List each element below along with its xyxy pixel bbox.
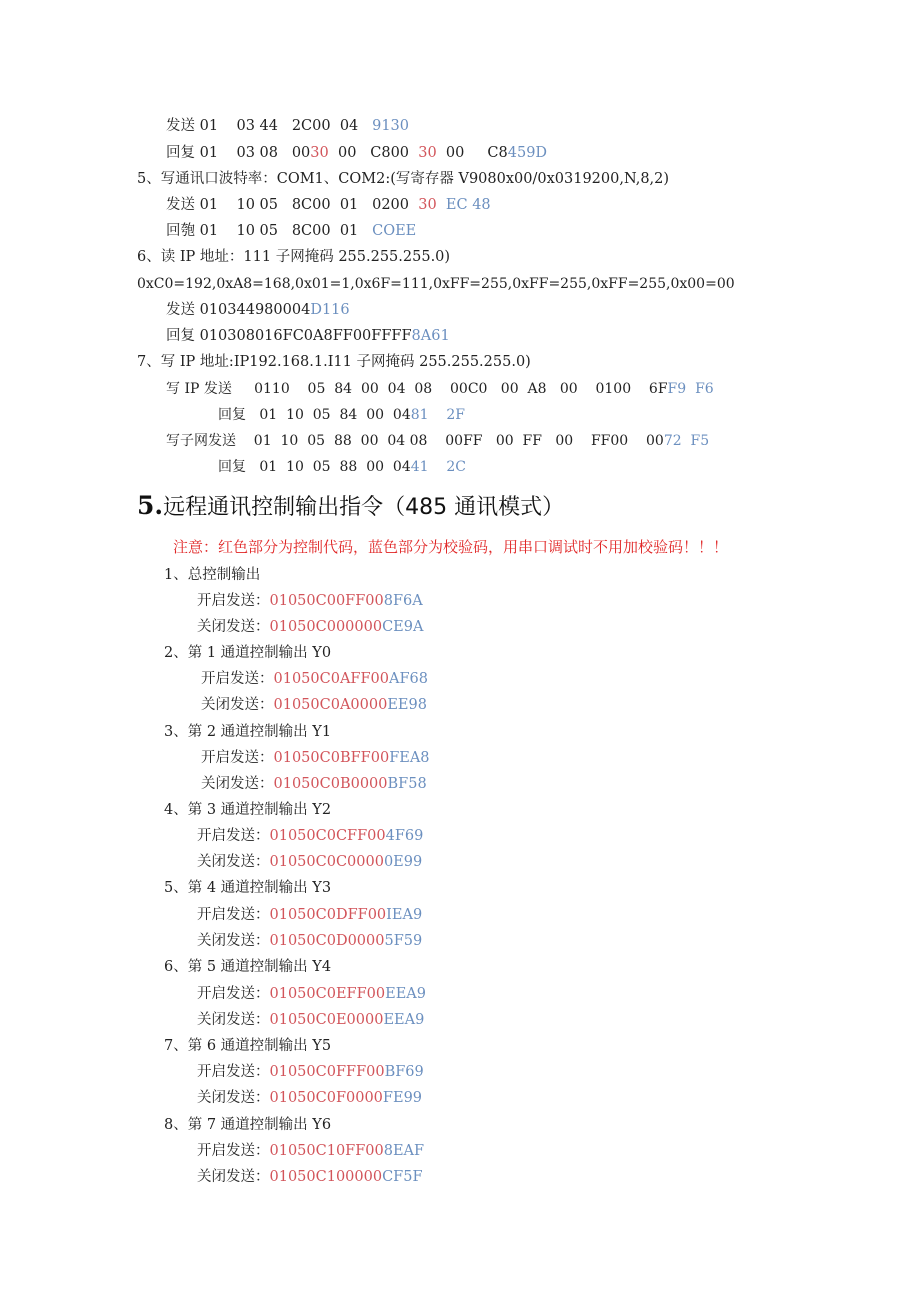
on-command-line bbox=[201, 669, 428, 689]
on-command-line bbox=[197, 826, 423, 846]
off-command-line bbox=[197, 617, 423, 637]
on-command-line bbox=[197, 984, 426, 1004]
control-code: 01050C0E0000 bbox=[269, 1012, 384, 1028]
checksum: FE99 bbox=[382, 1090, 423, 1106]
checksum: BF69 bbox=[384, 1064, 424, 1080]
label: 关闭发送： bbox=[197, 854, 270, 870]
label: 关闭发送： bbox=[201, 776, 274, 792]
checksum: 4F69 bbox=[385, 828, 424, 844]
text: 回复 01 10 05 84 00 04 bbox=[218, 407, 411, 423]
control-code: 30 bbox=[310, 145, 329, 161]
on-command-line bbox=[197, 591, 423, 611]
label: 关闭发送： bbox=[197, 1090, 270, 1106]
checksum: EE98 bbox=[387, 697, 427, 713]
section-number: 5. bbox=[137, 491, 164, 520]
text: 回复 01 10 05 88 00 04 bbox=[218, 459, 411, 475]
checksum: BF58 bbox=[387, 776, 427, 792]
on-command-line bbox=[197, 1062, 424, 1082]
send-baud-line bbox=[166, 195, 491, 215]
off-command-line bbox=[201, 774, 427, 794]
label: 开启发送： bbox=[201, 671, 274, 687]
write-mask-send-line bbox=[166, 431, 709, 451]
section-heading bbox=[137, 490, 564, 524]
item-title: 8、第 7 通道控制输出 Y6 bbox=[164, 1117, 332, 1133]
control-code: 01050C00FF00 bbox=[269, 593, 384, 609]
off-command-line bbox=[197, 1167, 423, 1187]
text: 发送 010344980004 bbox=[166, 302, 311, 318]
checksum: 5F59 bbox=[384, 933, 423, 949]
text: 回复 01 03 08 00 bbox=[166, 145, 311, 161]
control-code: 01050C0BFF00 bbox=[273, 750, 390, 766]
write-ip-send-line bbox=[166, 379, 714, 399]
ip-hex-mapping: 0xC0=192,0xA8=168,0x01=1,0x6F=111,0xFF=255,0xFF=255,0xFF=255,0x00=00 bbox=[137, 276, 735, 292]
checksum: EEA9 bbox=[383, 1012, 425, 1028]
read-ip-title: 6、读 IP 地址：111 子网掩码 255.255.255.0) bbox=[137, 249, 451, 265]
checksum: 459D bbox=[507, 145, 548, 161]
checksum: 81 2F bbox=[410, 407, 465, 423]
off-command-line bbox=[197, 1010, 424, 1030]
label: 开启发送： bbox=[197, 593, 270, 609]
checksum: F9 F6 bbox=[667, 381, 714, 397]
reply-baud-line bbox=[166, 221, 416, 241]
item-title: 1、总控制输出 bbox=[164, 567, 261, 583]
checksum: D116 bbox=[310, 302, 350, 318]
checksum: 8A61 bbox=[411, 328, 450, 344]
section-title: 远程通讯控制输出指令（485 通讯模式） bbox=[163, 495, 565, 520]
write-ip-reply-line bbox=[218, 405, 465, 425]
label: 关闭发送： bbox=[197, 933, 270, 949]
checksum: 41 2C bbox=[410, 459, 466, 475]
label: 关闭发送： bbox=[197, 1012, 270, 1028]
label: 开启发送： bbox=[197, 907, 270, 923]
text: 00 C8 bbox=[436, 145, 508, 161]
control-code: 01050C0DFF00 bbox=[269, 907, 387, 923]
off-command-line bbox=[201, 695, 427, 715]
label: 开启发送： bbox=[197, 986, 270, 1002]
text: 回匏 01 10 05 8C00 01 bbox=[166, 223, 373, 239]
item-title: 6、第 5 通道控制输出 Y4 bbox=[164, 959, 332, 975]
label: 开启发送： bbox=[197, 1143, 270, 1159]
item-title: 2、第 1 通道控制输出 Y0 bbox=[164, 645, 332, 661]
checksum: EEA9 bbox=[385, 986, 426, 1002]
text: 写 IP 发送 0110 05 84 00 04 08 00C0 00 A8 00 0100 6F bbox=[166, 381, 668, 397]
control-code: 01050C000000 bbox=[269, 619, 383, 635]
write-ip-title: 7、写 IP 地址:IP192.168.1.I11 子网掩码 255.255.255.0) bbox=[137, 354, 531, 370]
label: 关闭发送： bbox=[197, 619, 270, 635]
on-command-line bbox=[197, 905, 422, 925]
checksum: FEA8 bbox=[389, 750, 430, 766]
label: 关闭发送： bbox=[197, 1169, 270, 1185]
write-mask-reply-line bbox=[218, 457, 466, 477]
control-code: 01050C10FF00 bbox=[269, 1143, 384, 1159]
control-code: 01050C0F0000 bbox=[269, 1090, 383, 1106]
control-code: 01050C100000 bbox=[269, 1169, 383, 1185]
checksum: 8EAF bbox=[383, 1143, 425, 1159]
checksum: AF68 bbox=[389, 671, 428, 687]
control-code: 01050C0AFF00 bbox=[273, 671, 389, 687]
off-command-line bbox=[197, 1088, 422, 1108]
checksum: CF5F bbox=[382, 1169, 423, 1185]
control-code: 01050C0CFF00 bbox=[269, 828, 386, 844]
note-text: 注意：红色部分为控制代码，蓝色部分为校验码，用串口调试时不用加校验码！！！ bbox=[173, 538, 729, 556]
checksum: CE9A bbox=[382, 619, 424, 635]
control-code: 01050C0D0000 bbox=[269, 933, 385, 949]
checksum: 0E99 bbox=[383, 854, 423, 870]
control-code: 01050C0EFF00 bbox=[269, 986, 386, 1002]
off-command-line bbox=[197, 852, 422, 872]
checksum: 72 F5 bbox=[663, 433, 710, 449]
checksum: 8F6A bbox=[383, 593, 423, 609]
control-code: 01050C0B0000 bbox=[273, 776, 388, 792]
label: 开启发送： bbox=[197, 828, 270, 844]
label: 开启发送： bbox=[197, 1064, 270, 1080]
checksum: EC 48 bbox=[436, 197, 491, 213]
baud-rate-title: 5、写通讯口波特率：COM1、COM2:(写寄存器 V9080x00/0x0319200,N,8,2) bbox=[137, 171, 670, 187]
reply-read-ip-line bbox=[166, 326, 450, 346]
item-title: 7、第 6 通道控制输出 Y5 bbox=[164, 1038, 332, 1054]
text: 发送 01 03 44 2C00 04 bbox=[166, 118, 373, 134]
on-command-line bbox=[201, 748, 430, 768]
item-title: 5、第 4 通道控制输出 Y3 bbox=[164, 880, 332, 896]
control-code: 30 bbox=[418, 197, 437, 213]
item-title: 4、第 3 通道控制输出 Y2 bbox=[164, 802, 332, 818]
text: 回复 010308016FC0A8FF00FFFF bbox=[166, 328, 412, 344]
text: 写子网发送 01 10 05 88 00 04 08 00FF 00 FF 00 FF00 00 bbox=[166, 433, 664, 449]
control-code: 01050C0A0000 bbox=[273, 697, 388, 713]
checksum: IEA9 bbox=[386, 907, 423, 923]
checksum: COEE bbox=[372, 223, 417, 239]
reply-read-line bbox=[166, 143, 547, 163]
send-read-line bbox=[166, 116, 409, 136]
off-command-line bbox=[197, 931, 422, 951]
control-code: 01050C0C0000 bbox=[269, 854, 384, 870]
text: 发送 01 10 05 8C00 01 0200 bbox=[166, 197, 419, 213]
on-command-line bbox=[197, 1141, 424, 1161]
send-read-ip-line bbox=[166, 300, 350, 320]
label: 开启发送： bbox=[201, 750, 274, 766]
control-code: 01050C0FFF00 bbox=[269, 1064, 385, 1080]
label: 关闭发送： bbox=[201, 697, 274, 713]
text: 00 C800 bbox=[328, 145, 419, 161]
item-title: 3、第 2 通道控制输出 Y1 bbox=[164, 724, 332, 740]
checksum: 9130 bbox=[372, 118, 410, 134]
control-code: 30 bbox=[418, 145, 437, 161]
